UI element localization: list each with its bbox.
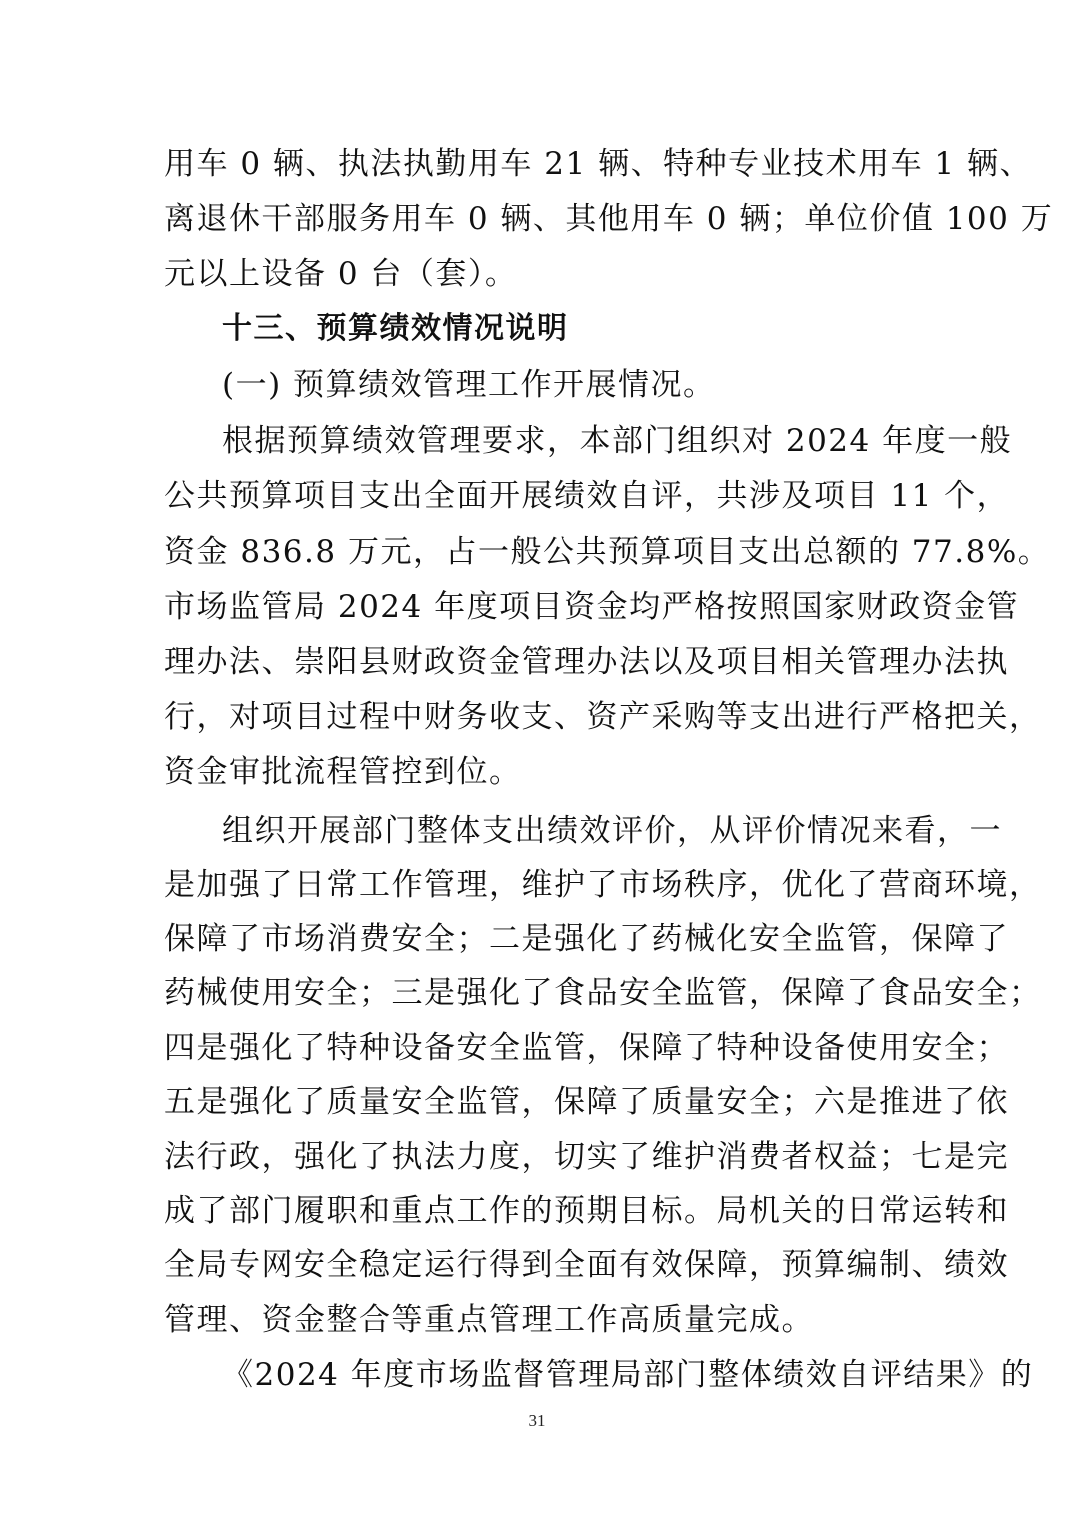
paragraph-line: 保障了市场消费安全；二是强化了药械化安全监管，保障了 xyxy=(164,921,1009,957)
paragraph-line: 是加强了日常工作管理，维护了市场秩序，优化了营商环境， xyxy=(164,867,1042,903)
paragraph-line: 理办法、崇阳县财政资金管理办法以及项目相关管理办法执 xyxy=(164,644,1009,680)
paragraph-line: 组织开展部门整体支出绩效评价，从评价情况来看，一 xyxy=(222,813,1002,849)
paragraph-line: 元以上设备 0 台（套）。 xyxy=(164,256,518,292)
paragraph-line: 用车 0 辆、执法执勤用车 21 辆、特种专业技术用车 1 辆、 xyxy=(164,146,1033,182)
page-number: 31 xyxy=(528,1411,546,1430)
paragraph-line: 法行政，强化了执法力度，切实了维护消费者权益；七是完 xyxy=(164,1139,1009,1175)
paragraph-line: 市场监管局 2024 年度项目资金均严格按照国家财政资金管 xyxy=(164,589,1020,625)
paragraph-line: 公共预算项目支出全面开展绩效自评，共涉及项目 11 个， xyxy=(164,478,1010,514)
paragraph-line: 资金审批流程管控到位。 xyxy=(164,754,522,790)
section-heading: 十三、预算绩效情况说明 xyxy=(222,311,569,346)
paragraph-line: 离退休干部服务用车 0 辆、其他用车 0 辆；单位价值 100 万 xyxy=(164,201,1054,237)
paragraph-line: 管理、资金整合等重点管理工作高质量完成。 xyxy=(164,1302,814,1338)
paragraph-line: 《2024 年度市场监督管理局部门整体绩效自评结果》的 xyxy=(222,1357,1034,1393)
paragraph-line: 行，对项目过程中财务收支、资产采购等支出进行严格把关， xyxy=(164,699,1042,735)
paragraph-line: 根据预算绩效管理要求，本部门组织对 2024 年度一般 xyxy=(222,423,1013,459)
paragraph-line: 药械使用安全；三是强化了食品安全监管，保障了食品安全； xyxy=(164,975,1042,1011)
subsection-heading: (一) 预算绩效管理工作开展情况。 xyxy=(222,367,716,403)
paragraph-line: 资金 836.8 万元，占一般公共预算项目支出总额的 77.8%。 xyxy=(164,534,1051,570)
paragraph-line: 全局专网安全稳定运行得到全面有效保障，预算编制、绩效 xyxy=(164,1247,1009,1283)
paragraph-line: 五是强化了质量安全监管，保障了质量安全；六是推进了依 xyxy=(164,1084,1009,1120)
paragraph-line: 四是强化了特种设备安全监管，保障了特种设备使用安全； xyxy=(164,1030,1009,1066)
paragraph-line: 成了部门履职和重点工作的预期目标。局机关的日常运转和 xyxy=(164,1193,1009,1229)
